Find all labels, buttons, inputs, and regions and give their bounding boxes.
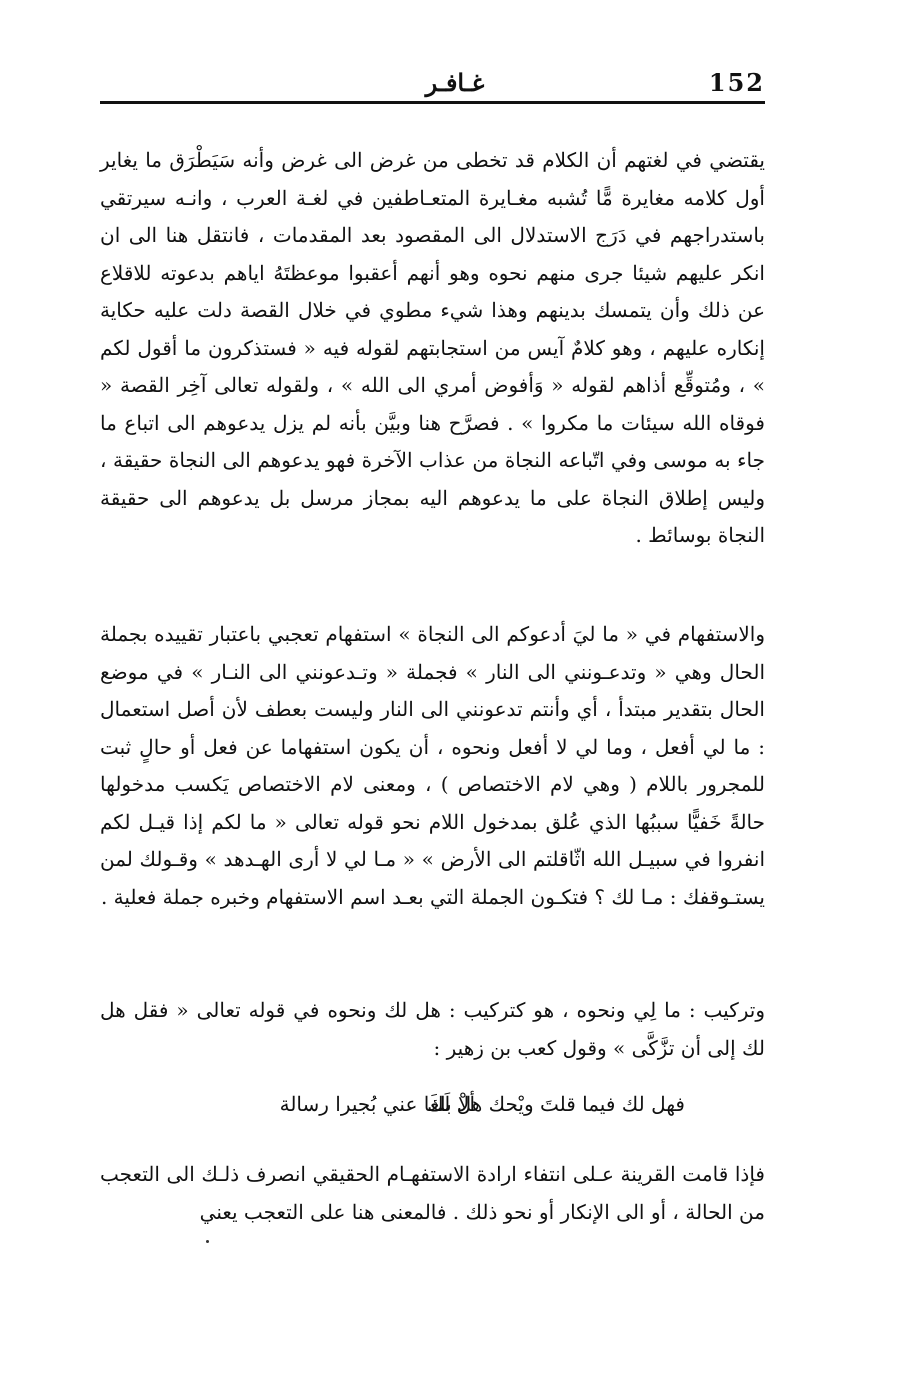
verse-first-hemistich: ألا بلغا عني بُجيرا رسالة: [279, 1092, 475, 1116]
page-number: 152: [708, 68, 765, 97]
paragraph-2: والاستفهام في « ما ليَ أدعوكم الى النجاة » استفهام تعجبي باعتبار تقييده بجملة الحال وهي « وتدعـونني الى النار » فجملة « وتـدعونني الى النـار » في موضع الحال بتقدير مبتدأ ، أي وأنتم تدعونني الى النار وليست بعطف لأن أصل استعمال : ما لي أفعل ، وما لي لا أفعل ونحوه ، أن يكون استفهاما عن فعل أو حالٍ ثبت للمجرور باللام ( وهي لام الاختصاص ) ، ومعنى لام الاختصاص يَكسب مدخولها حالةً خَفيًّا سببُها الذي عُلق بمدخول اللام نحو قوله تعالى « ما لكم إذا قيـل لكم انفروا في سبيـل الله اثّاقلتم الى الأرض » « مـا لي لا أرى الهـدهد » وقـولك لمن يستـوقفك : مـا لك ؟ فتكـون الجملة التي بعـد اسم الاستفهام وخبره جملة فعلية .: [100, 622, 765, 909]
page-header: [100, 62, 765, 102]
paragraph-1: يقتضي في لغتهم أن الكلام قد تخطى من غرض الى غرض وأنه سَيَطْرَق ما يغاير أول كلامه مغايرة مًّا تُشبه مغـايرة المتعـاطفين في لغـة العرب ، وانـه سيرتقي باستدراجهم في دَرَج الاستدلال الى المقصود بعد المقدمات ، فانتقل هنا الى ان انكر عليهم شيئا جرى منهم نحوه وهو أنهم أعقبوا موعظتَهُ اياهم بدعوته للاقلاع عن ذلك وأن يتمسك بدينهم وهذا شيء مطوي في خلال القصة دلت عليه حكاية إنكاره عليهم ، وهو كلامٌ آيس من استجابتهم لقوله فيه « فستذكرون ما أقول لكم » ، ومُتوقِّع أذاهم لقوله « وَأفوض أمري الى الله » ، ولقوله تعالى آخِر القصة « فوقاه الله سيئات ما مكروا » . فصرَّح هنا وبيَّن بأنه لم يزل يدعوهم الى اتباع ما جاء به موسى وفي اتّباعه النجاة من عذاب الآخرة فهو يدعوهم الى النجاة حقيقة ، وليس إطلاق النجاة على ما يدعوهم اليه بمجاز مرسل بل يدعوهم الى حقيقة النجاة بوسائط .: [100, 148, 766, 547]
poetry-verse: [100, 1086, 765, 1123]
ink-speck: [206, 1240, 209, 1243]
header-rule: [100, 101, 765, 104]
running-title: غـافـر: [425, 68, 485, 97]
paragraph-4: فإذا قامت القرينة عـلى انتفاء ارادة الاستفهـام الحقيقي انصرف ذلـك الى التعجب من الحالة ، أو الى الإنكار أو نحو ذلك . فالمعنى هنا على التعجب يعني: [100, 1162, 765, 1224]
verse-second-hemistich: فهل لك فيما قلتَ ويْحك هلْ لَكَ: [427, 1092, 685, 1116]
paragraph-3: وتركيب : ما لِي ونحوه ، هو كتركيب : هل لك ونحوه في قوله تعالى « فقل هل لك إلى أن تزَّكَّى » وقول كعب بن زهير :: [100, 998, 765, 1060]
